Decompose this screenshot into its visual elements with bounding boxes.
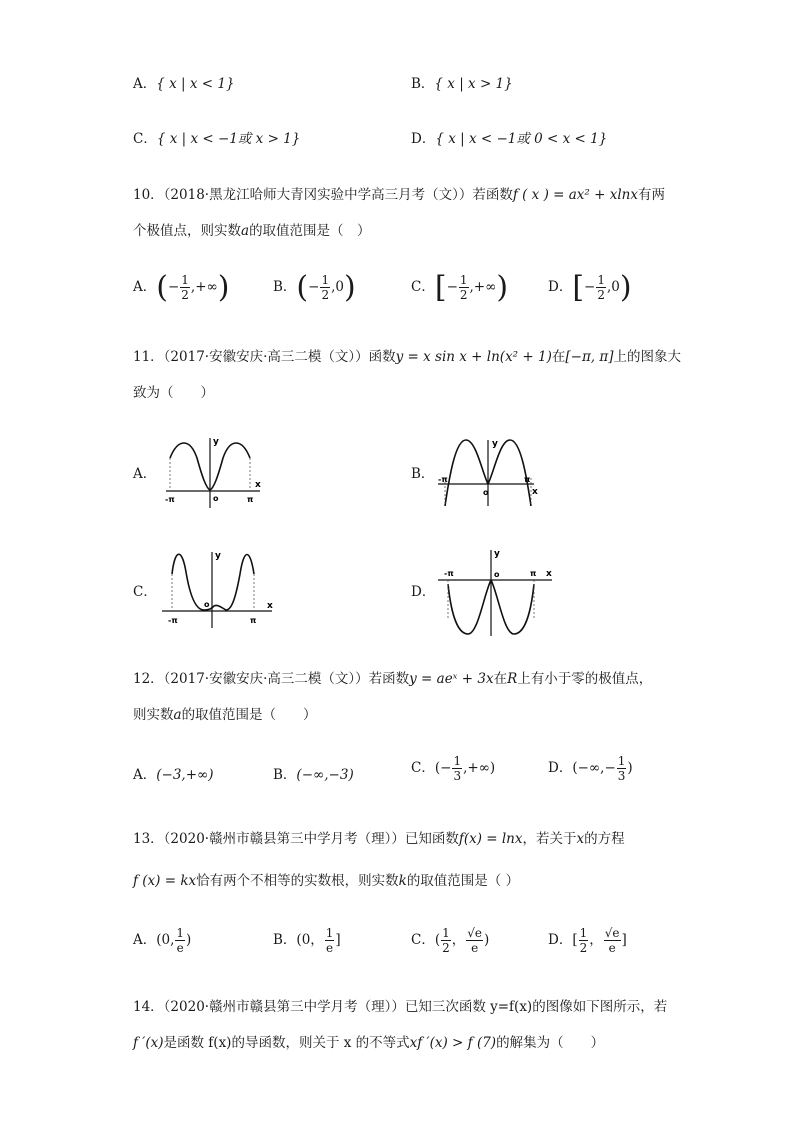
option-letter: C． [411, 760, 435, 776]
q11-graph-d[interactable] [436, 544, 556, 638]
fraction [604, 926, 621, 955]
q13-stem-line2 [133, 869, 519, 889]
origin-label: o [213, 494, 219, 503]
separator: ， [451, 932, 466, 948]
q12-text-line2-tail: 的取值范围是（ ） [181, 707, 317, 723]
fraction [180, 273, 190, 302]
neg-pi-label: -π [165, 495, 175, 504]
q12-option-b[interactable] [273, 763, 354, 783]
q9-option-d[interactable] [411, 127, 607, 147]
q12-text: 在 [493, 671, 508, 687]
option-tail: ] [621, 932, 627, 948]
option-letter: A． [133, 932, 157, 948]
fraction [320, 273, 330, 302]
denominator: 2 [442, 941, 450, 955]
denominator: e [176, 941, 184, 955]
fraction [579, 926, 589, 955]
q12-text-line2: 则实数 [133, 707, 174, 723]
option-letter: C． [133, 131, 157, 147]
option-tail: ] [335, 932, 341, 948]
q12-variable: a [173, 707, 182, 723]
option-letter: D． [548, 932, 573, 948]
q11-text-tail: 上的图象大 [613, 349, 682, 365]
q12-text-tail: 上有小于零的极值点， [517, 671, 653, 687]
option-letter: D． [411, 131, 436, 147]
option-text: { x | x < −1或 0 < x < 1} [435, 131, 608, 147]
fraction [452, 754, 462, 783]
option-text: { x | x < 1} [156, 76, 235, 92]
denominator: 2 [597, 288, 605, 302]
numerator: √e [467, 926, 483, 940]
option-letter: A． [133, 466, 157, 482]
option-text: (−∞,−3) [296, 767, 354, 783]
q10-text-tail: 的取值范围是（ ） [249, 223, 371, 239]
option-pre: (−∞,− [572, 760, 616, 776]
right-paren: ) [217, 270, 230, 305]
option-pre: (0， [296, 932, 324, 948]
q13-stem-line1 [133, 827, 625, 847]
pi-label: π [250, 616, 257, 625]
q11-option-d[interactable] [411, 580, 435, 600]
option-letter: C． [133, 584, 157, 600]
option-letter: B． [273, 767, 297, 783]
option-tail: ,0 [331, 279, 344, 295]
option-tail: ) [186, 932, 192, 948]
q10-stem-line1 [133, 183, 665, 203]
q9-option-a[interactable] [133, 72, 235, 92]
q10-option-d[interactable] [548, 270, 632, 305]
numerator: √e [604, 926, 620, 940]
right-paren: ) [343, 270, 356, 305]
option-tail: ,+∞ [469, 279, 497, 295]
option-pre: ( [434, 932, 441, 948]
option-letter: D． [548, 760, 573, 776]
left-paren: ( [156, 270, 168, 305]
option-letter: B． [273, 279, 297, 295]
y-label: y [492, 439, 498, 449]
fraction [617, 754, 627, 783]
minus-sign: − [584, 279, 596, 295]
right-paren: ) [496, 270, 509, 305]
left-paren: ( [296, 270, 309, 305]
y-label: y [213, 437, 219, 447]
denominator: 3 [453, 769, 462, 783]
q12-stem-line1 [133, 667, 652, 687]
q11-graph-c[interactable] [160, 544, 278, 630]
separator: ， [589, 932, 603, 948]
q10-stem-tail: 有两 [637, 187, 665, 203]
pi-label: π [530, 569, 537, 578]
option-text: { x | x < −1或 x > 1} [156, 131, 301, 147]
q11-graph-b[interactable] [436, 432, 542, 512]
option-letter: B． [411, 466, 435, 482]
option-pre: (0, [156, 932, 175, 948]
q14-derivative: f ′(x) [133, 1035, 164, 1051]
q12-set-r: R [507, 671, 518, 687]
q14-source: 14．（2020·赣州市赣县第三中学月考（理））已知三次函数 y=f(x)的图像如下图所示，若 [133, 999, 668, 1015]
option-letter: B． [411, 76, 435, 92]
q14-stem-line2 [133, 1031, 604, 1051]
numerator: 1 [181, 273, 189, 287]
option-text: { x | x > 1} [434, 76, 513, 92]
option-letter: D． [548, 279, 573, 295]
numerator: 1 [325, 926, 334, 940]
q11-option-a[interactable] [133, 462, 156, 482]
q10-option-c[interactable] [411, 270, 508, 305]
q11-text: 在 [551, 349, 566, 365]
q12-function: y = aeˣ + 3x [409, 671, 494, 687]
q12-stem-line2 [133, 703, 317, 723]
option-tail: ,+∞) [463, 760, 496, 776]
q13-function: f(x) = lnx [458, 831, 523, 847]
y-label: y [494, 549, 500, 559]
q11-text-line2: 致为（ ） [133, 385, 214, 401]
q10-source: 10．（2018·黑龙江哈师大青冈实验中学高三月考（文））若函数 [133, 187, 513, 203]
neg-pi-label: -π [444, 569, 454, 578]
q9-option-c[interactable] [133, 127, 300, 147]
option-text: (−3,+∞) [156, 767, 214, 783]
minus-sign: − [167, 279, 180, 295]
numerator: 1 [321, 273, 330, 287]
q11-function: y = x sin x + ln(x² + 1) [395, 349, 552, 365]
pi-label: π [524, 475, 531, 484]
option-tail: ) [627, 760, 633, 776]
q14-text: 是函数 f(x)的导函数，则关于 x 的不等式 [163, 1035, 410, 1051]
q10-text: 个极值点，则实数 [133, 223, 241, 239]
x-label: x [546, 569, 552, 579]
q10-variable: a [241, 223, 250, 239]
q11-option-b[interactable] [411, 462, 434, 482]
option-letter: C． [411, 932, 435, 948]
neg-pi-label: -π [168, 616, 178, 625]
denominator: 2 [181, 288, 189, 302]
q11-interval: [−π, π] [565, 349, 614, 365]
fraction [459, 273, 469, 302]
q13-text-line2: 恰有两个不相等的实数根，则实数 [196, 873, 399, 889]
q13-text-tail: 的方程 [584, 831, 625, 847]
denominator: e [608, 941, 616, 955]
right-paren: ) [619, 270, 632, 305]
origin-label: o [483, 488, 489, 497]
q13-text-line2-tail: 的取值范围是（ ） [406, 873, 520, 889]
option-letter: A． [133, 76, 157, 92]
denominator: e [326, 941, 334, 955]
minus-sign: − [446, 279, 458, 295]
option-tail: ) [484, 932, 490, 948]
q13-k: k [398, 873, 407, 889]
fraction [325, 926, 335, 955]
q13-text: ，若关于 [522, 831, 577, 847]
y-label: y [215, 551, 221, 561]
option-pre: [ [572, 932, 578, 948]
numerator: 1 [442, 926, 450, 940]
q13-option-c[interactable] [411, 926, 489, 955]
option-tail: ,0 [607, 279, 620, 295]
option-letter: A． [133, 767, 157, 783]
left-bracket: [ [572, 270, 585, 305]
pi-label: π [247, 495, 254, 504]
origin-label: o [494, 570, 500, 579]
curve [172, 554, 254, 610]
numerator: 1 [453, 754, 462, 768]
q12-source: 12．（2017·安徽安庆·高三二模（文））若函数 [133, 671, 410, 687]
denominator: 3 [617, 769, 626, 783]
q11-stem-line1 [133, 345, 681, 365]
q13-source: 13．（2020·赣州市赣县第三中学月考（理））已知函数 [133, 831, 459, 847]
q13-option-a[interactable] [133, 926, 191, 955]
minus-sign: − [308, 279, 320, 295]
q10-option-b[interactable] [273, 270, 356, 305]
fraction [466, 926, 483, 955]
q10-option-a[interactable] [133, 270, 230, 305]
q10-function: f ( x ) = ax² + xlnx [512, 187, 638, 203]
q14-text-tail: 的解集为（ ） [496, 1035, 605, 1051]
q13-option-b[interactable] [273, 926, 341, 955]
left-bracket: [ [434, 270, 447, 305]
q11-option-c[interactable] [133, 580, 157, 600]
q12-option-d[interactable] [548, 754, 633, 783]
denominator: 2 [579, 941, 588, 955]
q10-stem-line2 [133, 219, 371, 239]
q12-option-a[interactable] [133, 763, 214, 783]
denominator: e [471, 941, 479, 955]
q13-option-d[interactable] [548, 926, 627, 955]
q9-option-b[interactable] [411, 72, 513, 92]
option-letter: B． [273, 932, 297, 948]
neg-pi-label: -π [438, 475, 448, 484]
q12-option-c[interactable] [411, 754, 495, 783]
x-label: x [267, 601, 273, 611]
option-letter: D． [411, 584, 436, 600]
option-letter: A． [133, 279, 157, 295]
denominator: 2 [321, 288, 330, 302]
x-label: x [255, 480, 261, 490]
numerator: 1 [597, 273, 605, 287]
option-letter: C． [411, 279, 435, 295]
fraction [596, 273, 606, 302]
denominator: 2 [459, 288, 468, 302]
origin-label: o [204, 600, 210, 609]
option-tail: ,+∞ [190, 279, 218, 295]
q11-stem-line2 [133, 381, 214, 401]
q13-equation: f (x) = kx [133, 873, 197, 889]
x-label: x [532, 487, 538, 497]
q14-inequality: xf ′(x) > f (7) [409, 1035, 497, 1051]
numerator: 1 [617, 754, 626, 768]
numerator: 1 [579, 926, 588, 940]
q13-x: x [576, 831, 585, 847]
fraction [441, 926, 451, 955]
q14-stem-line1 [133, 995, 667, 1015]
fraction [175, 926, 185, 955]
q11-graph-a[interactable] [160, 428, 270, 516]
numerator: 1 [176, 926, 185, 940]
option-pre: (− [434, 760, 452, 776]
numerator: 1 [459, 273, 468, 287]
q11-source: 11．（2017·安徽安庆·高三二模（文））函数 [133, 349, 396, 365]
